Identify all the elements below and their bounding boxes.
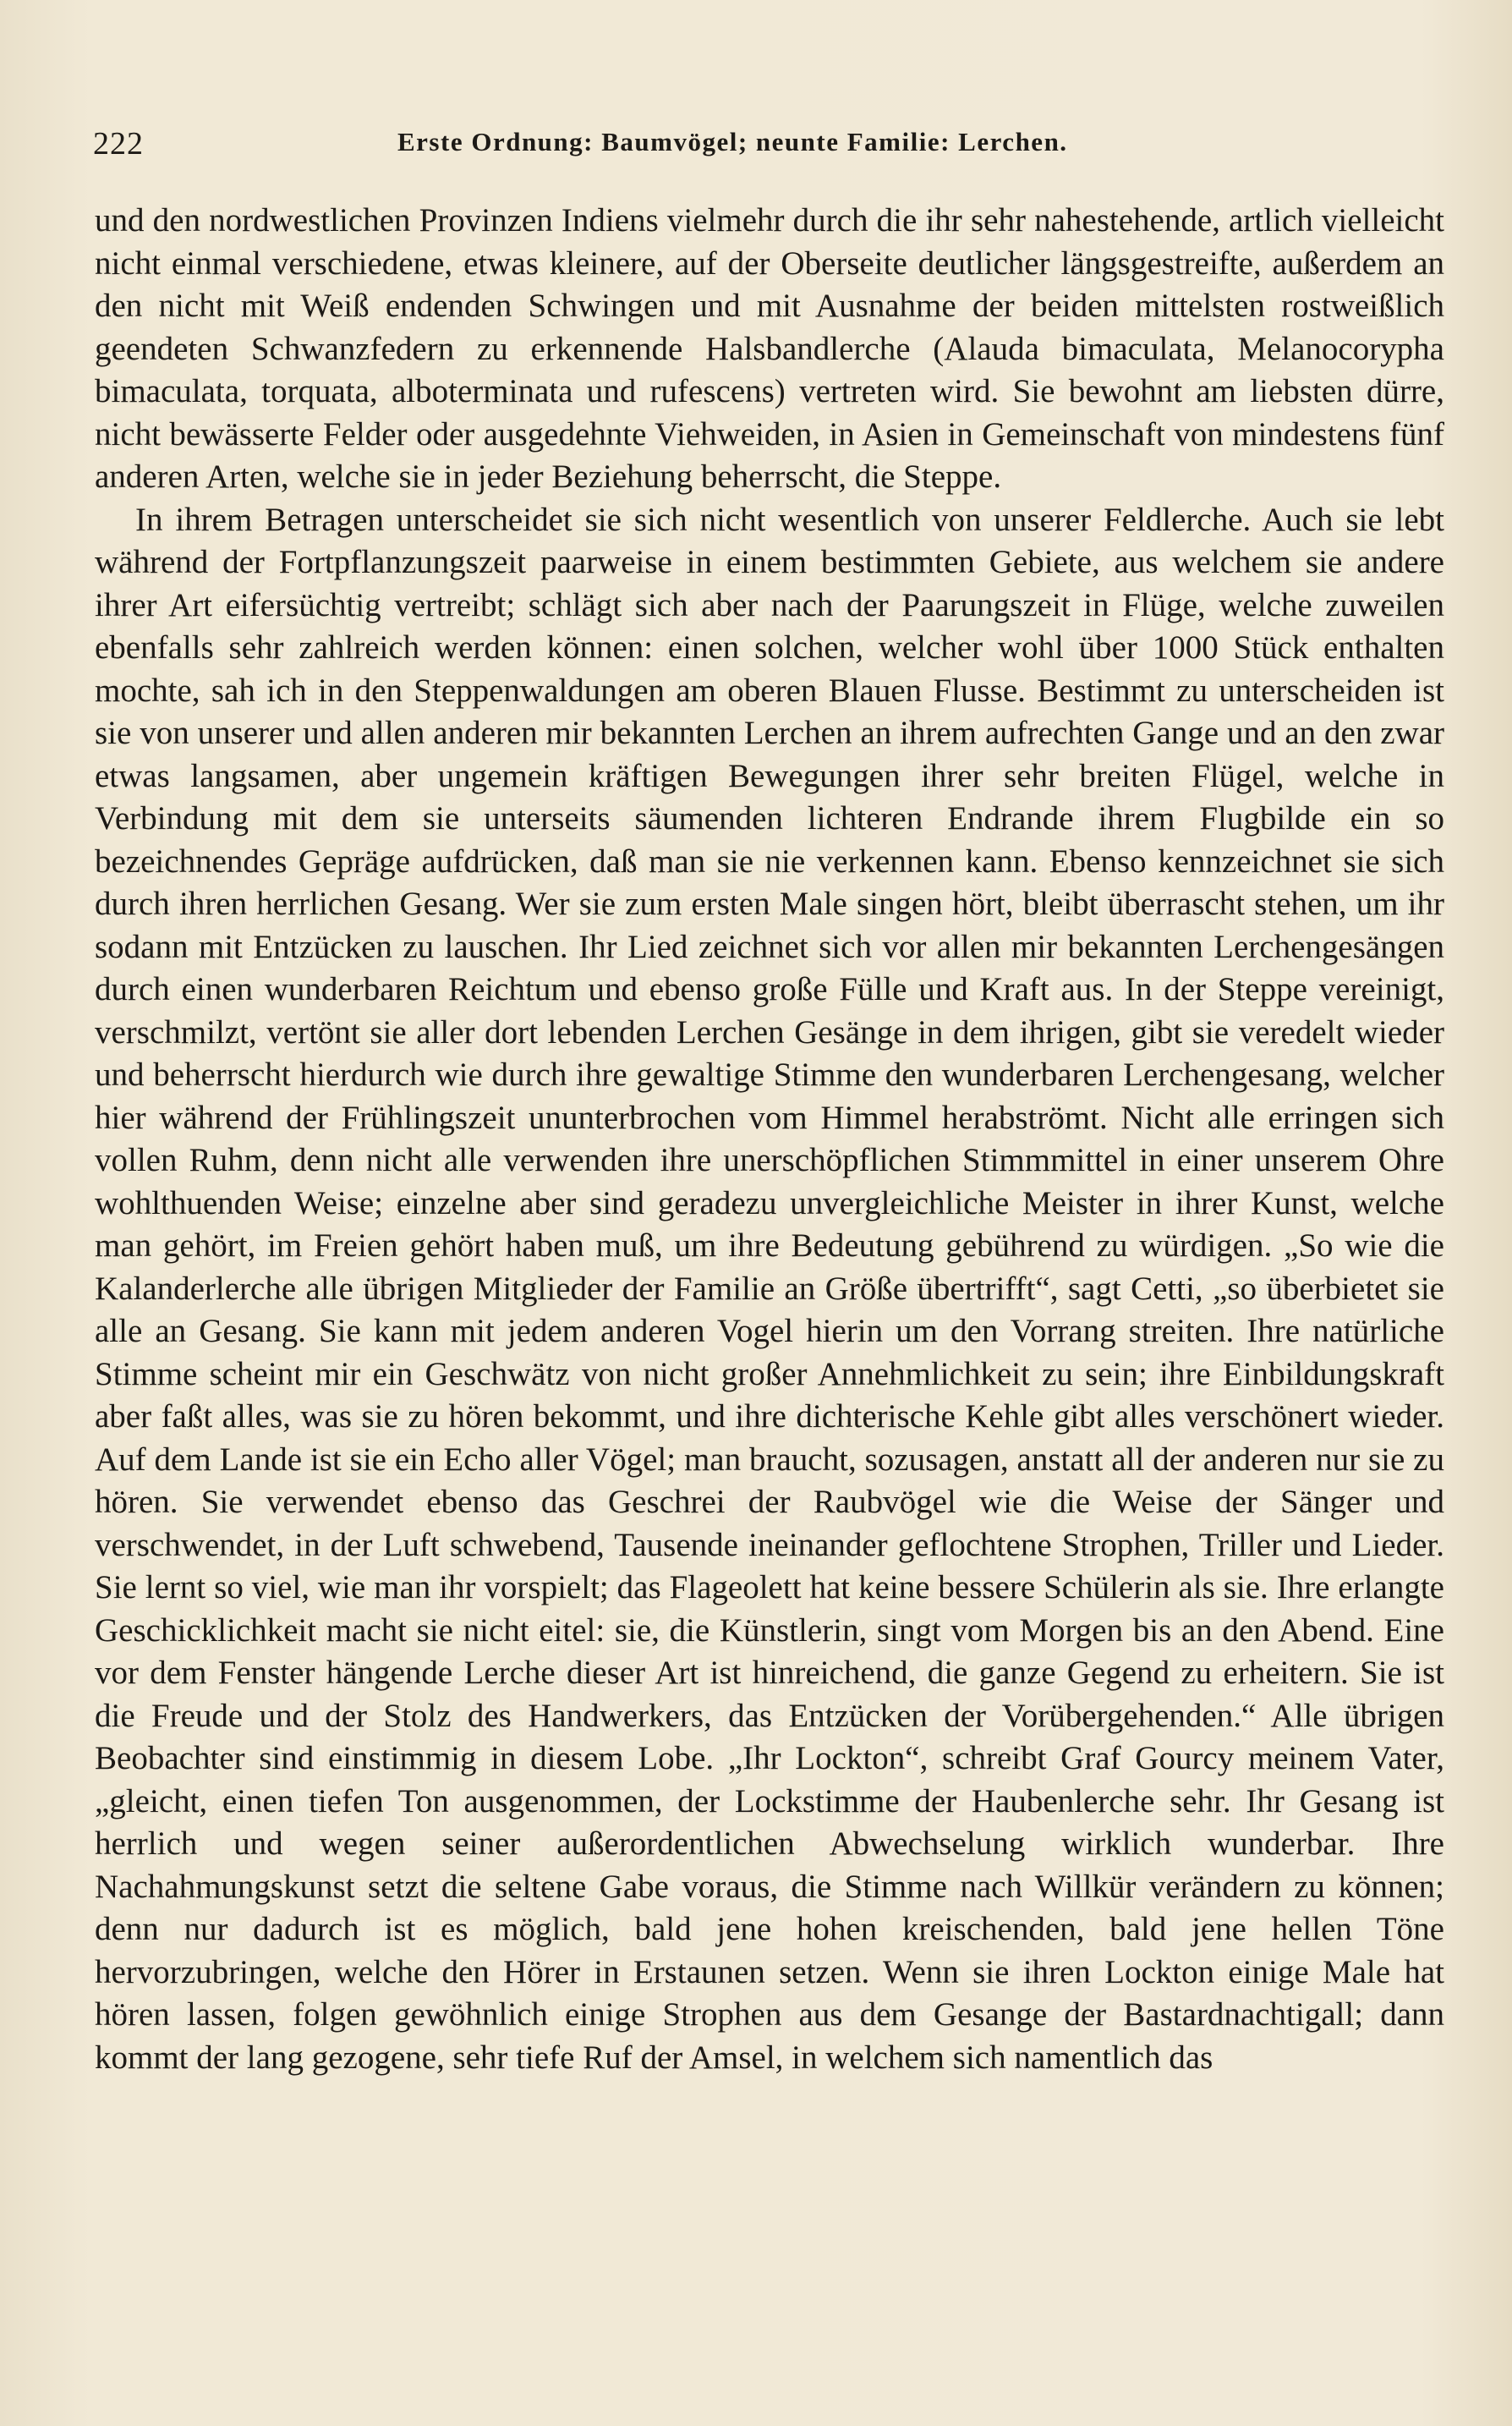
paragraph-behavior: In ihrem Betragen unterscheidet sie sich nicht wesentlich von unserer Feldlerche. Auch sie lebt während der Fortpflanzungszeit paarweise in einem bestimmten Gebiete, aus welchem sie andere ihrer Art eifersüchtig vertreibt; schlägt sich aber nach der Paarungszeit in Flüge, welche zuweilen ebenfalls sehr zahlreich werden können: einen solchen, welcher wohl über 1000 Stück enthalten mochte, sah ich in den Steppenwaldungen am oberen Blauen Flusse. Bestimmt zu unterscheiden ist sie von unserer und allen anderen mir bekannten Lerchen an ihrem aufrechten Gange und an den zwar etwas langsamen, aber ungemein kräftigen Bewegungen ihrer sehr breiten Flügel, welche in Verbindung mit dem sie unterseits säumenden lichteren Endrande ihrem Flugbilde ein so bezeichnendes Gepräge aufdrücken, daß man sie nie verkennen kann. Ebenso kennzeichnet sie sich durch ihren herrlichen Gesang. Wer sie zum ersten Male singen hört, bleibt überrascht stehen, um ihr sodann mit Entzücken zu lauschen. Ihr Lied zeichnet sich vor allen mir bekannten Lerchengesängen durch einen wunderbaren Reichtum und ebenso große Fülle und Kraft aus. In der Steppe vereinigt, verschmilzt, vertönt sie aller dort lebenden Lerchen Gesänge in dem ihrigen, gibt sie veredelt wieder und beherrscht hierdurch wie durch ihre gewaltige Stimme den wunderbaren Lerchengesang, welcher hier während der Frühlingszeit ununterbrochen vom Himmel herabströmt. Nicht alle erringen sich vollen Ruhm, denn nicht alle verwenden ihre unerschöpflichen Stimmmittel in einer unserem Ohre wohlthuenden Weise; einzelne aber sind geradezu unvergleichliche Meister in ihrer Kunst, welche man gehört, im Freien gehört haben muß, um ihre Bedeutung gebührend zu würdigen. „So wie die Kalanderlerche alle übrigen Mitglieder der Familie an Größe übertrifft“, sagt Cetti, „so überbietet sie alle an Gesang. Sie kann mit jedem anderen Vogel hierin um den Vorrang streiten. Ihre natürliche Stimme scheint mir ein Geschwätz von nicht großer Annehmlichkeit zu sein; ihre Einbildungskraft aber faßt alles, was sie zu hören bekommt, und ihre dichterische Kehle gibt alles verschönert wieder. Auf dem Lande ist sie ein Echo aller Vögel; man braucht, sozusagen, anstatt all der anderen nur sie zu hören. Sie verwendet ebenso das Geschrei der Raubvögel wie die Weise der Sänger und verschwendet, in der Luft schwebend, Tausende ineinander geflochtene Strophen, Triller und Lieder. Sie lernt so viel, wie man ihr vorspielt; das Flageolett hat keine bessere Schülerin als sie. Ihre erlangte Geschicklichkeit macht sie nicht eitel: sie, die Künstlerin, singt vom Morgen bis an den Abend. Eine vor dem Fenster hängende Lerche dieser Art ist hinreichend, die ganze Gegend zu erheitern. Sie ist die Freude und der Stolz des Handwerkers, das Entzücken der Vorübergehenden.“ Alle übrigen Beobachter sind einstimmig in diesem Lobe. „Ihr Lockton“, schreibt Graf Gourcy meinem Vater, „gleicht, einen tiefen Ton ausgenommen, der Lockstimme der Haubenlerche sehr. Ihr Gesang ist herrlich und wegen seiner außerordentlichen Abwechselung wirklich wunderbar. Ihre Nachahmungskunst setzt die seltene Gabe voraus, die Stimme nach Willkür verändern zu können; denn nur dadurch ist es möglich, bald jene hohen kreischenden, bald jene hellen Töne hervorzubringen, welche den Hörer in Erstaunen setzen. Wenn sie ihren Lockton einige Male hat hören lassen, folgen gewöhnlich einige Strophen aus dem Gesange der Bastardnachtigall; dann kommt der lang gezogene, sehr tiefe Ruf der Amsel, in welchem sich namentlich das (95, 501, 1444, 2076)
page-number: 222 (93, 126, 144, 162)
body-text (95, 200, 1444, 2079)
page-header (93, 118, 1446, 169)
running-head: Erste Ordnung: Baumvögel; neunte Familie: Lerchen. (397, 127, 1068, 156)
paragraph-continuation: und den nordwestlichen Provinzen Indiens vielmehr durch die ihr sehr nahestehende, artlich vielleicht nicht einmal verschiedene, etwas kleinere, auf der Oberseite deutlicher längsgestreifte, außerdem an den nicht mit Weiß endenden Schwingen und mit Ausnahme der beiden mittelsten rostweißlich geendeten Schwanzfedern zu erkennende Halsbandlerche (Alauda bimaculata, Melanocorypha bimaculata, torquata, alboterminata und rufescens) vertreten wird. Sie bewohnt am liebsten dürre, nicht bewässerte Felder oder ausgedehnte Viehweiden, in Asien in Gemeinschaft von mindestens fünf anderen Arten, welche sie in jeder Beziehung beherrscht, die Steppe. (95, 202, 1444, 495)
